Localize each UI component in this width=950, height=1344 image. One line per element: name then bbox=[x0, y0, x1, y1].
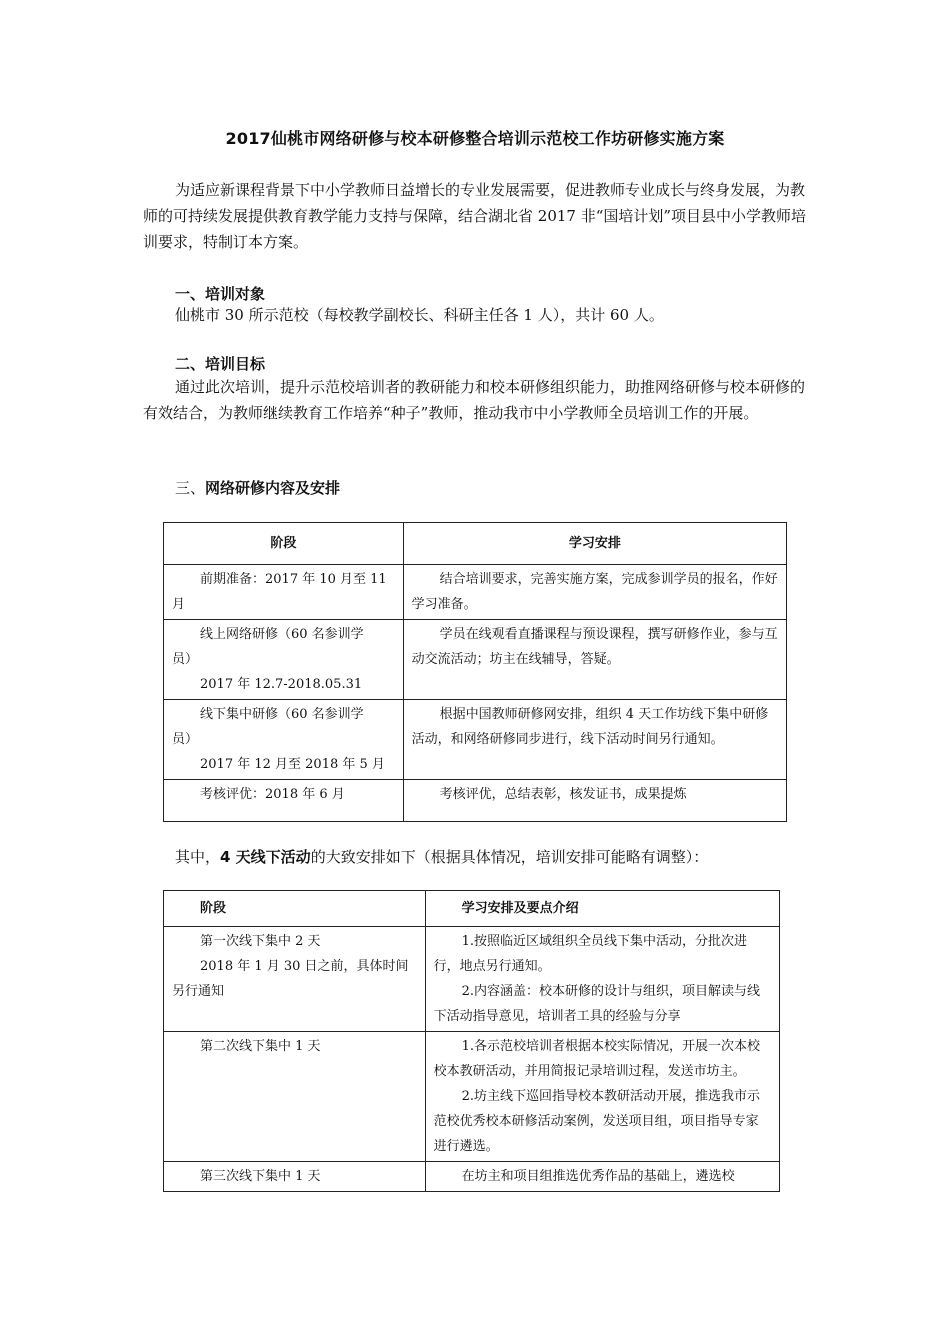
table-header-plan: 学习安排及要点介绍 bbox=[425, 891, 779, 927]
section2-heading: 二、培训目标 bbox=[175, 355, 266, 373]
plan-item: 2.坊主线下巡回指导校本教研活动开展，推选我市示范校优秀校本研修活动案例，发送项目组，项目指导专家进行遴选。 bbox=[433, 1089, 761, 1154]
plan-item: 在坊主和项目组推选优秀作品的基础上，遴选校 bbox=[461, 1169, 735, 1184]
note-suffix: 的大致安排如下（根据具体情况，培训安排可能略有调整）： bbox=[310, 848, 709, 866]
stage-line: 2017 年 12.7-2018.05.31 bbox=[200, 677, 363, 692]
table-row bbox=[164, 1032, 780, 1162]
section3-heading-num: 三、 bbox=[175, 479, 206, 497]
section1-body: 仙桃市 30 所示范校（每校教学副校长、科研主任各 1 人），共计 60 人。 bbox=[175, 306, 664, 324]
section2-body: 通过此次培训，提升示范校培训者的教研能力和校本研修组织能力，助推网络研修与校本研修的有效结合，为教师继续教育工作培养“种子”教师，推动我市中小学教师全员培训工作的开展。 bbox=[143, 378, 806, 422]
table-row bbox=[164, 780, 787, 822]
stage-line: 员） bbox=[172, 652, 199, 667]
table-row bbox=[164, 700, 787, 780]
document-title: 2017仙桃市网络研修与校本研修整合培训示范校工作坊研修实施方案 bbox=[225, 129, 725, 148]
stage-line: 2018 年 1 月 30 日之前，具体时间另行通知 bbox=[172, 959, 409, 999]
table-header-stage: 阶段 bbox=[164, 523, 404, 565]
plan-cell: 根据中国教师研修网安排，组织 4 天工作坊线下集中研修活动，和网络研修同步进行，线下活动时间另行通知。 bbox=[403, 700, 786, 780]
intro-paragraph: 为适应新课程背景下中小学教师日益增长的专业发展需要，促进教师专业成长与终身发展，为教师的可持续发展提供教育教学能力支持与保障，结合湖北省 2017 非“国培计划”项目县中小学教师培训要求，特制订本方案。 bbox=[143, 181, 807, 251]
stage-line: 2017 年 12 月至 2018 年 5 月 bbox=[200, 757, 385, 772]
table-header-stage: 阶段 bbox=[164, 891, 426, 927]
table-row bbox=[164, 565, 787, 620]
offline-table-header bbox=[164, 891, 780, 927]
offline-activity-table bbox=[163, 890, 780, 1192]
plan-item: 1.按照临近区域组织全员线下集中活动，分批次进行，地点另行通知。 bbox=[433, 934, 748, 974]
stage-line: 线上网络研修（60 名参训学 bbox=[200, 627, 364, 642]
section3-heading bbox=[175, 476, 340, 500]
stage-line: 第二次线下集中 1 天 bbox=[200, 1039, 321, 1054]
stage-line: 员） bbox=[172, 732, 199, 747]
section3-heading-text: 网络研修内容及安排 bbox=[205, 479, 341, 497]
schedule-table bbox=[163, 522, 787, 822]
stage-line: 第三次线下集中 1 天 bbox=[200, 1169, 321, 1184]
plan-item: 1.各示范校培训者根据本校实际情况，开展一次本校校本教研活动，并用简报记录培训过程，发送市坊主。 bbox=[433, 1039, 761, 1079]
plan-cell: 考核评优，总结表彰，核发证书，成果提炼 bbox=[403, 780, 786, 822]
plan-cell: 结合培训要求，完善实施方案，完成参训学员的报名，作好学习准备。 bbox=[403, 565, 786, 620]
plan-item: 2.内容涵盖：校本研修的设计与组织，项目解读与线下活动指导意见，培训者工具的经验与分享 bbox=[433, 984, 761, 1024]
stage-line: 月 bbox=[172, 597, 186, 612]
note-bold: 4 天线下活动 bbox=[220, 848, 311, 866]
schedule-table-header bbox=[164, 523, 787, 565]
table-header-plan: 学习安排 bbox=[403, 523, 786, 565]
note-prefix: 其中， bbox=[175, 848, 221, 866]
activity-note bbox=[175, 845, 708, 869]
table-row bbox=[164, 927, 780, 1032]
table-row bbox=[164, 620, 787, 700]
stage-line: 线下集中研修（60 名参训学 bbox=[200, 707, 364, 722]
plan-cell: 学员在线观看直播课程与预设课程，撰写研修作业，参与互动交流活动；坊主在线辅导，答疑。 bbox=[403, 620, 786, 700]
stage-line: 前期准备：2017 年 10 月至 11 bbox=[200, 572, 387, 587]
section1-heading: 一、培训对象 bbox=[175, 285, 266, 303]
stage-line: 考核评优：2018 年 6 月 bbox=[200, 787, 345, 802]
table-row bbox=[164, 1162, 780, 1192]
stage-line: 第一次线下集中 2 天 bbox=[200, 934, 321, 949]
